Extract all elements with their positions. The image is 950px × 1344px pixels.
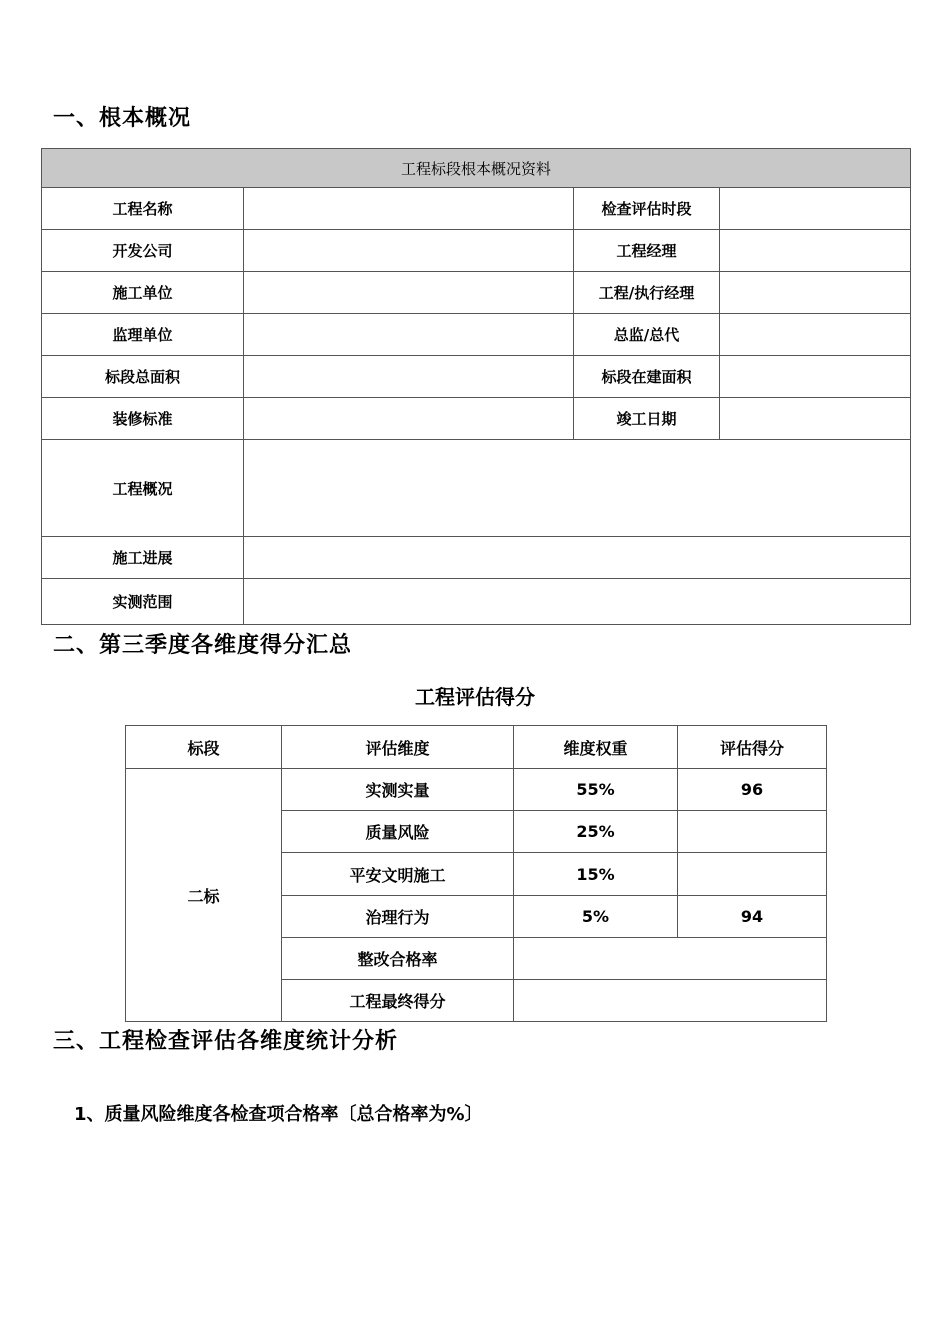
value-cell[interactable] <box>244 188 574 230</box>
header-dimension: 评估维度 <box>282 726 514 769</box>
row-label: 检查评估时段 <box>574 188 720 230</box>
score-cell: 96 <box>678 769 827 811</box>
value-cell[interactable] <box>244 398 574 440</box>
section-name-cell: 二标 <box>126 769 282 1022</box>
score-table <box>125 725 827 1022</box>
dimension-cell: 平安文明施工 <box>282 853 514 896</box>
value-cell[interactable] <box>720 356 911 398</box>
row-label: 标段在建面积 <box>574 356 720 398</box>
row-label: 监理单位 <box>42 314 244 356</box>
rectify-rate-value[interactable] <box>514 938 827 980</box>
value-cell[interactable] <box>720 272 911 314</box>
value-cell[interactable] <box>720 230 911 272</box>
section2-heading: 二、第三季度各维度得分汇总 <box>53 633 353 658</box>
header-score: 评估得分 <box>678 726 827 769</box>
value-cell[interactable] <box>720 314 911 356</box>
value-cell[interactable] <box>720 398 911 440</box>
value-cell[interactable] <box>244 272 574 314</box>
header-section: 标段 <box>126 726 282 769</box>
row-label: 工程/执行经理 <box>574 272 720 314</box>
row-label: 竣工日期 <box>574 398 720 440</box>
dimension-cell: 实测实量 <box>282 769 514 811</box>
row-label: 施工单位 <box>42 272 244 314</box>
project-overview-table <box>41 148 911 625</box>
final-score-label: 工程最终得分 <box>282 980 514 1022</box>
weight-cell: 55% <box>514 769 678 811</box>
row-label: 装修标准 <box>42 398 244 440</box>
section3-subheading: 1、质量风险维度各检查项合格率〔总合格率为%〕 <box>74 1104 483 1125</box>
overview-value-cell[interactable] <box>244 440 911 537</box>
progress-value-cell[interactable] <box>244 537 911 579</box>
weight-cell: 5% <box>514 896 678 938</box>
dimension-cell: 质量风险 <box>282 811 514 853</box>
section3-heading: 三、工程检查评估各维度统计分析 <box>53 1029 399 1054</box>
value-cell[interactable] <box>244 230 574 272</box>
overview-table-title: 工程标段根本概况资料 <box>42 149 911 188</box>
value-cell[interactable] <box>720 188 911 230</box>
row-label: 开发公司 <box>42 230 244 272</box>
row-label: 总监/总代 <box>574 314 720 356</box>
score-cell[interactable] <box>678 811 827 853</box>
row-label: 工程经理 <box>574 230 720 272</box>
section1-heading: 一、根本概况 <box>53 106 192 131</box>
dimension-cell: 治理行为 <box>282 896 514 938</box>
overview-label: 工程概况 <box>42 440 244 537</box>
progress-label: 施工进展 <box>42 537 244 579</box>
row-label: 标段总面积 <box>42 356 244 398</box>
scope-value-cell[interactable] <box>244 579 911 625</box>
value-cell[interactable] <box>244 356 574 398</box>
weight-cell: 15% <box>514 853 678 896</box>
score-table-title: 工程评估得分 <box>415 685 535 709</box>
final-score-value[interactable] <box>514 980 827 1022</box>
score-cell: 94 <box>678 896 827 938</box>
value-cell[interactable] <box>244 314 574 356</box>
scope-label: 实测范围 <box>42 579 244 625</box>
row-label: 工程名称 <box>42 188 244 230</box>
weight-cell: 25% <box>514 811 678 853</box>
rectify-rate-label: 整改合格率 <box>282 938 514 980</box>
header-weight: 维度权重 <box>514 726 678 769</box>
score-cell[interactable] <box>678 853 827 896</box>
